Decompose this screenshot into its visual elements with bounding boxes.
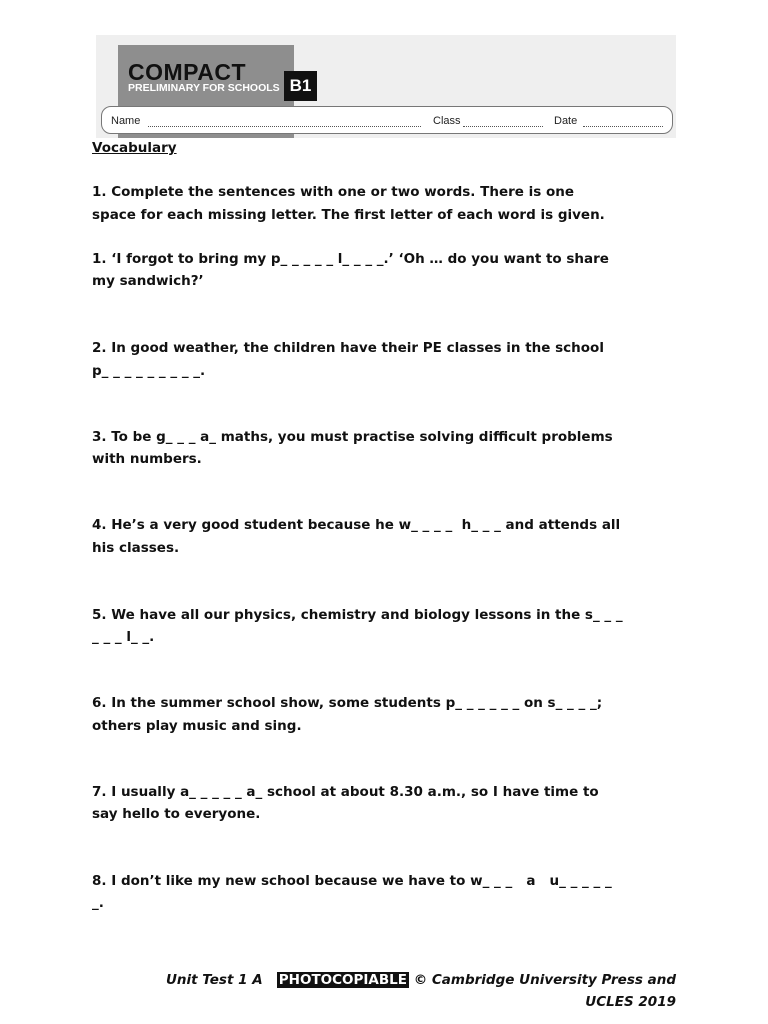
exercise-item-7-line-2: say hello to everyone. [92,806,261,822]
exercise-item-2-line-1: 2. In good weather, the children have their PE classes in the school [92,340,604,356]
exercise-item-2-line-2: p_ _ _ _ _ _ _ _ _. [92,363,206,379]
exercise-item-1-line-1: 1. ‘I forgot to bring my p_ _ _ _ _ l_ _ _ _.’ ‘Oh … do you want to share [92,251,609,267]
exercise-item-5-line-2: _ _ _ l_ _. [92,629,155,645]
student-info-bar [101,106,673,134]
photocopiable-badge: PHOTOCOPIABLE [278,972,407,988]
name-label: Name [111,115,141,127]
class-label: Class [433,115,461,127]
name-field[interactable] [148,126,421,127]
section-title: Vocabulary [92,140,177,156]
brand-subtitle: PRELIMINARY FOR SCHOOLS [128,82,280,94]
exercise-item-6-line-2: others play music and sing. [92,718,302,734]
date-field[interactable] [583,126,663,127]
exercise-item-4-line-2: his classes. [92,540,180,556]
brand-title: COMPACT [128,59,247,85]
exercise-item-8-line-1: 8. I don’t like my new school because we have to w_ _ _ a u_ _ _ _ _ [92,873,612,889]
exercise-item-1-line-2: my sandwich?’ [92,273,204,289]
footer-line-2: UCLES 2019 [585,994,676,1010]
exercise-item-8-line-2: _. [92,895,104,911]
instruction-line: space for each missing letter. The first letter of each word is given. [92,207,605,223]
footer-line-1 [76,969,676,991]
instruction-line: 1. Complete the sentences with one or two words. There is one [92,184,575,200]
exercise-item-3-line-2: with numbers. [92,451,202,467]
footer-copyright: © Cambridge University Press and [413,972,676,988]
exercise-item-6-line-1: 6. In the summer school show, some students p_ _ _ _ _ _ on s_ _ _ _; [92,695,603,711]
footer-unit-label: Unit Test 1 A [165,972,263,988]
exercise-item-7-line-1: 7. I usually a_ _ _ _ _ a_ school at about 8.30 a.m., so I have time to [92,784,599,800]
exercise-item-3-line-1: 3. To be g_ _ _ a_ maths, you must practise solving difficult problems [92,429,613,445]
exercise-item-5-line-1: 5. We have all our physics, chemistry and biology lessons in the s_ _ _ [92,607,623,623]
class-field[interactable] [463,126,543,127]
level-badge: B1 [284,71,317,101]
date-label: Date [554,115,578,127]
exercise-item-4-line-1: 4. He’s a very good student because he w_ _ _ _ h_ _ _ and attends all [92,517,621,533]
